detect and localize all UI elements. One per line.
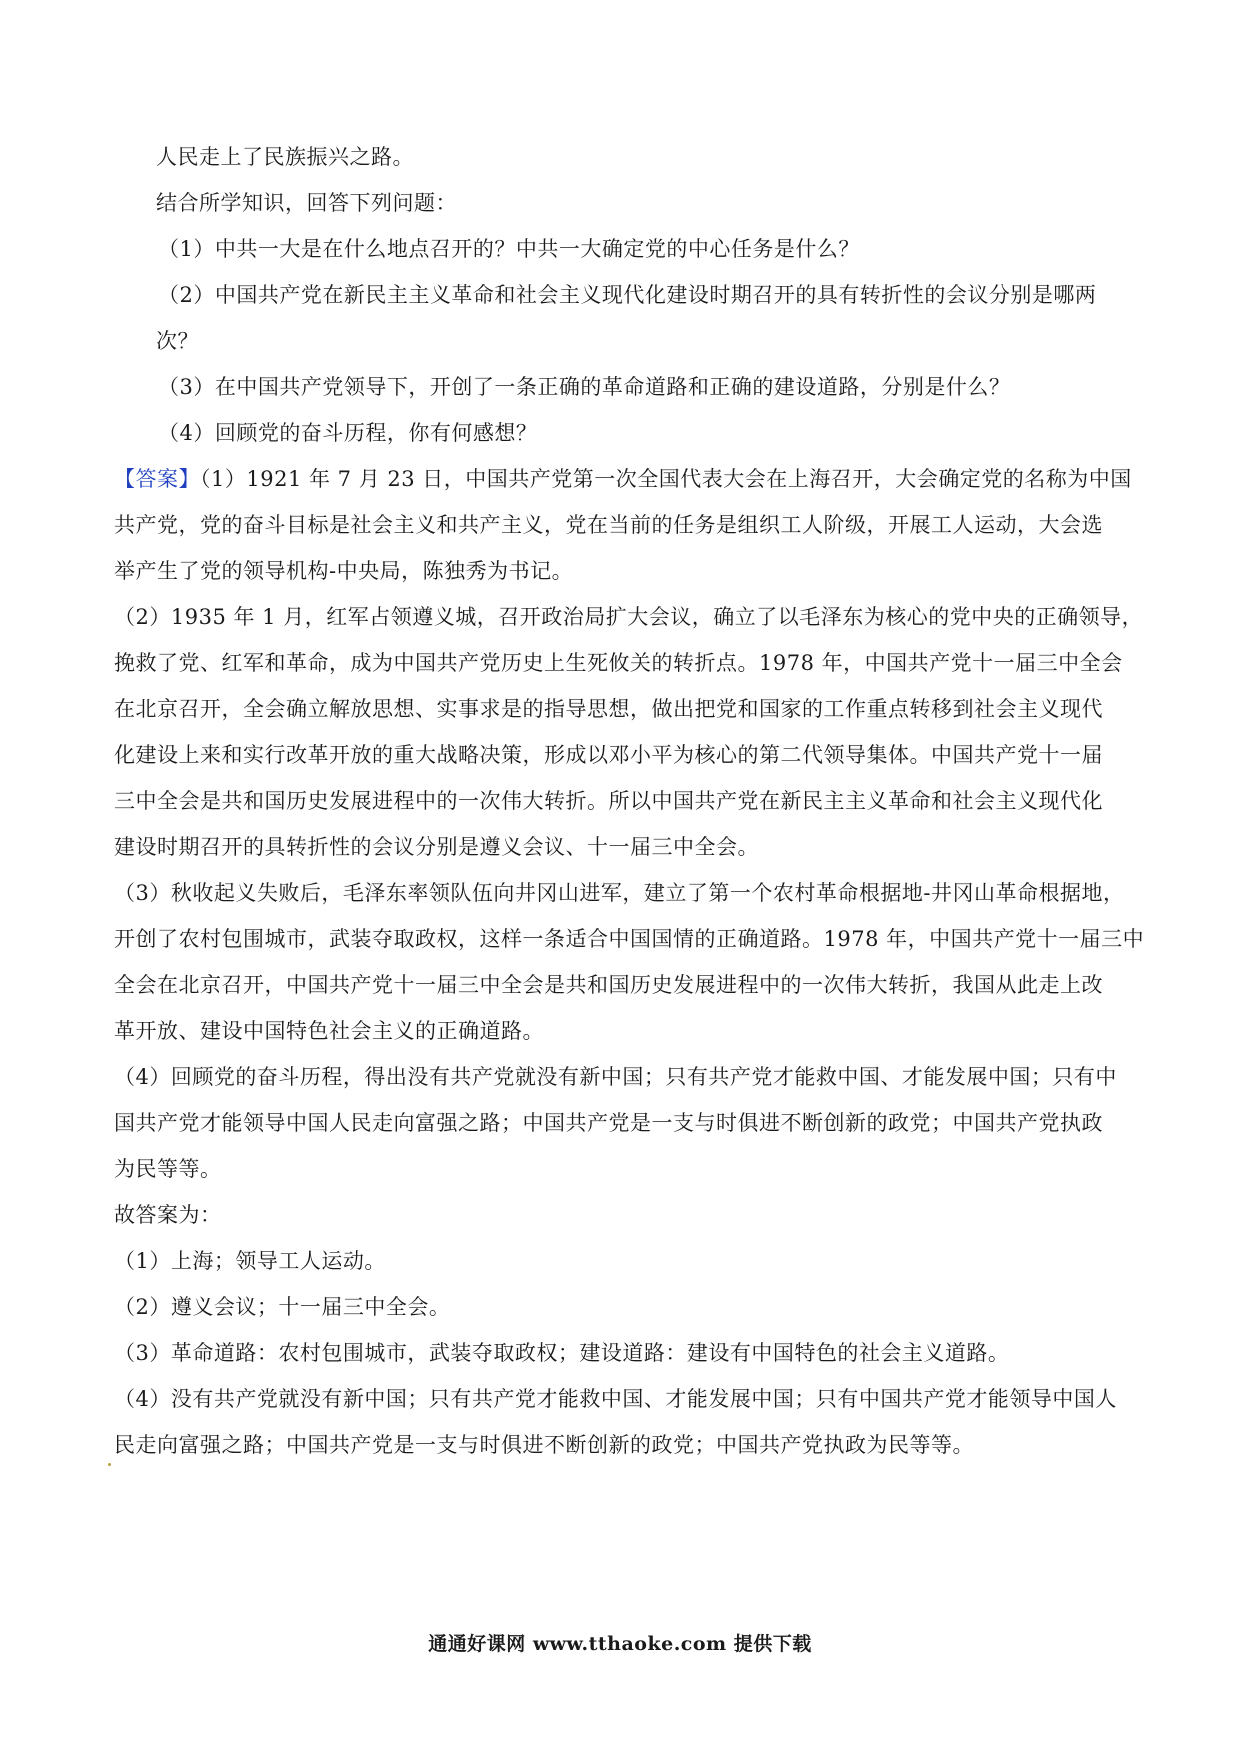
answer-2-line-6: 建设时期召开的具转折性的会议分别是遵义会议、十一届三中全会。 xyxy=(114,835,759,859)
question-3: （3）在中国共产党领导下，开创了一条正确的革命道路和正确的建设道路，分别是什么？ xyxy=(158,375,1011,399)
answer-2-line-5: 三中全会是共和国历史发展进程中的一次伟大转折。所以中国共产党在新民主主义革命和社会主义现代化 xyxy=(114,789,1103,813)
answer-4-line-3: 为民等等。 xyxy=(114,1157,222,1181)
summary-3: （3）革命道路：农村包围城市，武装夺取政权；建设道路：建设有中国特色的社会主义道路。 xyxy=(114,1341,1010,1365)
summary-1: （1）上海；领导工人运动。 xyxy=(114,1249,386,1273)
answer-1-line-1 xyxy=(114,464,1132,494)
answer-4-line-2: 国共产党才能领导中国人民走向富强之路；中国共产党是一支与时俱进不断创新的政党；中国共产党执政 xyxy=(114,1111,1103,1135)
question-2-line-1: （2）中国共产党在新民主主义革命和社会主义现代化建设时期召开的具有转折性的会议分别是哪两 xyxy=(158,283,1097,307)
question-2-line-2: 次？ xyxy=(156,329,199,353)
answer-1-text: （1）1921 年 7 月 23 日，中国共产党第一次全国代表大会在上海召开，大会确定党的名称为中国 xyxy=(200,467,1132,491)
summary-4-line-1: （4）没有共产党就没有新中国；只有共产党才能救中国、才能发展中国；只有中国共产党才能领导中国人 xyxy=(114,1387,1117,1411)
answer-4-line-1: （4）回顾党的奋斗历程，得出没有共产党就没有新中国；只有共产党才能救中国、才能发展中国；只有中 xyxy=(114,1065,1117,1089)
question-prompt: 结合所学知识，回答下列问题： xyxy=(156,191,457,215)
answer-2-line-1: （2）1935 年 1 月，红军占领遵义城，召开政治局扩大会议，确立了以毛泽东为核心的党中央的正确领导， xyxy=(114,605,1144,629)
answer-1-line-2: 共产党，党的奋斗目标是社会主义和共产主义，党在当前的任务是组织工人阶级，开展工人运动，大会选 xyxy=(114,513,1103,537)
stray-mark xyxy=(108,1463,111,1466)
page-footer: 通通好课网 www.tthaoke.com 提供下载 xyxy=(428,1633,812,1655)
question-4: （4）回顾党的奋斗历程，你有何感想？ xyxy=(158,421,538,445)
answer-tag: 【答案】 xyxy=(114,467,200,491)
answer-3-line-1: （3）秋收起义失败后，毛泽东率领队伍向井冈山进军，建立了第一个农村革命根据地-井冈山革命根据地， xyxy=(114,881,1125,905)
answer-3-line-2: 开创了农村包围城市，武装夺取政权，这样一条适合中国国情的正确道路。1978 年，中国共产党十一届三中 xyxy=(114,927,1145,951)
answer-2-line-4: 化建设上来和实行改革开放的重大战略决策，形成以邓小平为核心的第二代领导集体。中国共产党十一届 xyxy=(114,743,1103,767)
question-context-tail: 人民走上了民族振兴之路。 xyxy=(156,145,414,169)
answer-3-line-3: 全会在北京召开，中国共产党十一届三中全会是共和国历史发展进程中的一次伟大转折，我国从此走上改 xyxy=(114,973,1103,997)
answer-2-line-2: 挽救了党、红军和革命，成为中国共产党历史上生死攸关的转折点。1978 年，中国共产党十一届三中全会 xyxy=(114,651,1123,675)
answer-1-line-3: 举产生了党的领导机构-中央局，陈独秀为书记。 xyxy=(114,559,574,583)
summary-label: 故答案为： xyxy=(114,1203,222,1227)
answer-2-line-3: 在北京召开，全会确立解放思想、实事求是的指导思想，做出把党和国家的工作重点转移到社会主义现代 xyxy=(114,697,1103,721)
answer-3-line-4: 革开放、建设中国特色社会主义的正确道路。 xyxy=(114,1019,544,1043)
summary-2: （2）遵义会议；十一届三中全会。 xyxy=(114,1295,451,1319)
question-1: （1）中共一大是在什么地点召开的？中共一大确定党的中心任务是什么？ xyxy=(158,237,860,261)
summary-4-line-2: 民走向富强之路；中国共产党是一支与时俱进不断创新的政党；中国共产党执政为民等等。 xyxy=(114,1433,974,1457)
